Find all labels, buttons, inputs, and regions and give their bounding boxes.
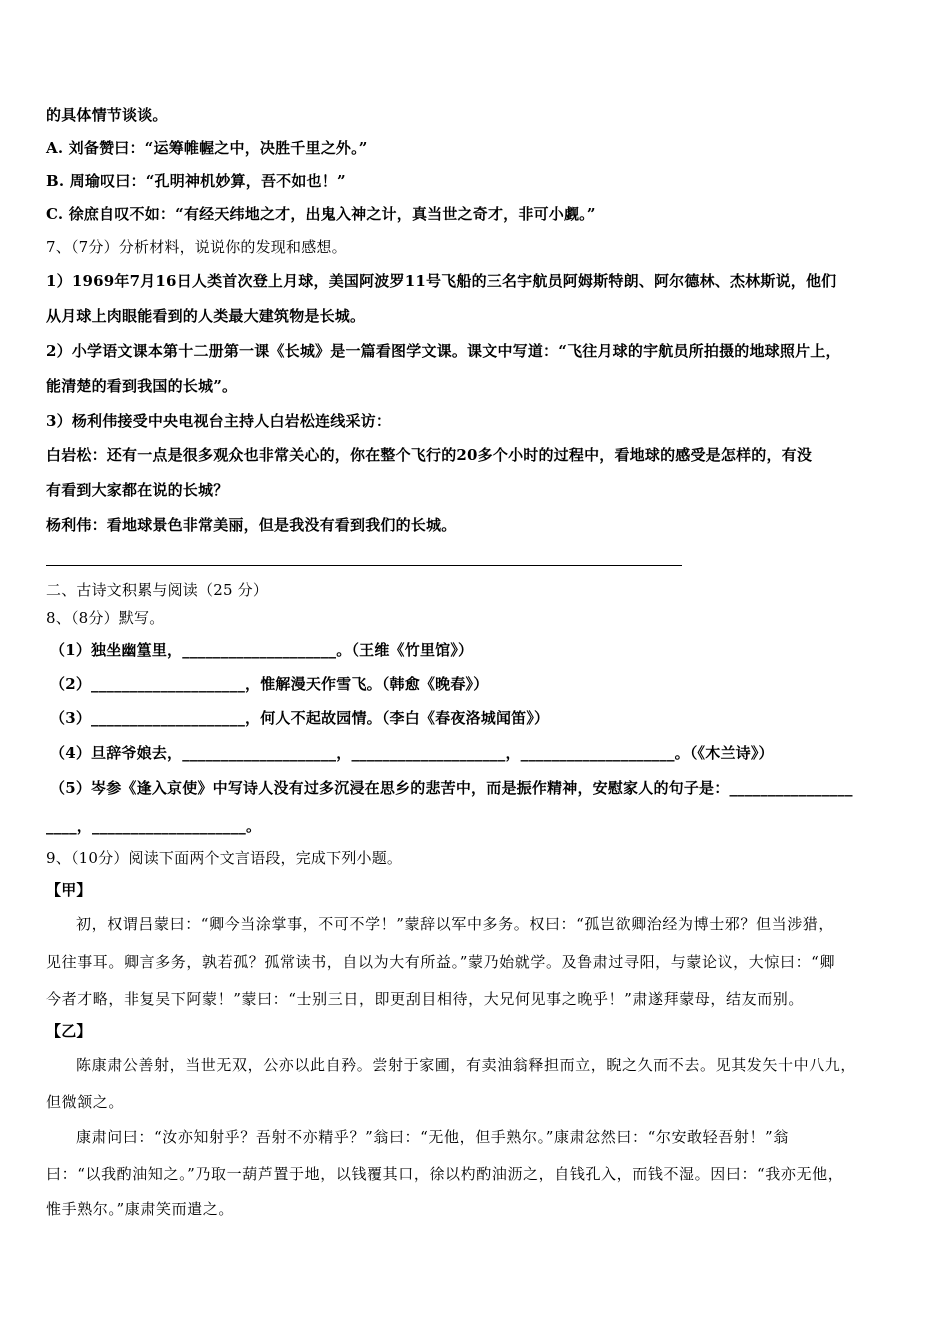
q7-material-2-line-1: 2）小学语文课本第十二册第一课《长城》是一篇看图学文课。课文中写道：“飞往月球的宇航员所拍摄的地球照片上， (46, 342, 841, 360)
q7-bai-yansong-line-1: 白岩松：还有一点是很多观众也非常关心的，你在整个飞行的20多个小时的过程中，看地球的感受是怎样的，有没 (46, 446, 813, 464)
q8-item-4: （4）旦辞爷娘去，____________________，____________________，____________________。（《木兰诗》） (50, 744, 774, 762)
q7-material-3: 3）杨利伟接受中央电视台主持人白岩松连线采访： (46, 412, 392, 430)
q8-item-2: （2）____________________，惟解漫天作雪飞。（韩愈《晚春》） (50, 675, 489, 693)
passage-jia-line-3: 今者才略，非复吴下阿蒙！”蒙曰：“士别三日，即更刮目相待，大兄何见事之晚乎！”肃遂拜蒙母，结友而别。 (46, 990, 805, 1008)
passage-yi-para-1-line-1: 陈康肃公善射，当世无双，公亦以此自矜。尝射于家圃，有卖油翁释担而立，睨之久而不去。见其发矢十中八九， (76, 1056, 857, 1074)
passage-yi-para-2-line-3: 惟手熟尔。”康肃笑而遣之。 (46, 1200, 234, 1218)
q8-item-3: （3）____________________，何人不起故园情。（李白《春夜洛城闻笛》） (50, 709, 550, 727)
passage-jia-line-1: 初，权谓吕蒙曰：“卿今当涂掌事，不可不学！”蒙辞以军中多务。权曰：“孤岂欲卿治经为博士邪？但当涉猎， (76, 915, 835, 933)
q6-option-c: C. 徐庶自叹不如：“有经天纬地之才，出鬼入神之计，真当世之奇才，非可小觑。” (46, 205, 596, 223)
passage-yi-para-2-line-1: 康肃问曰：“汝亦知射乎？吾射不亦精乎？”翁曰：“无他，但手熟尔。”康肃忿然曰：“尔安敢轻吾射！”翁 (76, 1128, 789, 1146)
q6-tail-text: 的具体情节谈谈。 (46, 106, 168, 124)
q7-material-1-line-2: 从月球上肉眼能看到的人类最大建筑物是长城。 (46, 307, 366, 325)
q7-yang-liwei: 杨利伟：看地球景色非常美丽，但是我没有看到我们的长城。 (46, 516, 457, 534)
q7-material-1-line-1: 1）1969年7月16日人类首次登上月球，美国阿波罗11号飞船的三名宇航员阿姆斯特朗、阿尔德林、杰林斯说，他们 (46, 272, 837, 290)
q7-stem: 7、（7分）分析材料，说说你的发现和感想。 (46, 238, 347, 256)
q8-item-5-line-1: （5）岑参《逢入京使》中写诗人没有过多沉浸在思乡的悲苦中，而是振作精神，安慰家人的句子是：________________ (50, 779, 853, 797)
passage-yi-para-2-line-2: 曰：“以我酌油知之。”乃取一葫芦置于地，以钱覆其口，徐以杓酌油沥之，自钱孔入，而钱不湿。因曰：“我亦无他， (46, 1165, 844, 1183)
q8-item-1: （1）独坐幽篁里，____________________。（王维《竹里馆》） (50, 641, 474, 659)
passage-yi-label: 【乙】 (46, 1022, 92, 1040)
passage-jia-label: 【甲】 (46, 881, 92, 899)
q8-item-5-line-2: ____，____________________。 (46, 817, 262, 835)
q7-bai-yansong-line-2: 有看到大家都在说的长城？ (46, 481, 229, 499)
q6-option-a: A. 刘备赞曰：“运筹帷幄之中，决胜千里之外。” (46, 139, 368, 157)
q7-material-2-line-2: 能清楚的看到我国的长城”。 (46, 377, 238, 395)
q9-stem: 9、（10分）阅读下面两个文言语段，完成下列小题。 (46, 849, 403, 867)
passage-yi-para-1-line-2: 但微颔之。 (46, 1093, 125, 1111)
answer-line (46, 565, 682, 566)
q6-option-b: B. 周瑜叹曰：“孔明神机妙算，吾不如也！” (46, 172, 346, 190)
section-2-heading: 二、古诗文积累与阅读（25 分） (46, 581, 269, 599)
passage-jia-line-2: 见往事耳。卿言多务，孰若孤？孤常读书，自以为大有所益。”蒙乃始就学。及鲁肃过寻阳，与蒙论议，大惊曰：“卿 (46, 953, 836, 971)
q8-stem: 8、（8分）默写。 (46, 609, 165, 627)
